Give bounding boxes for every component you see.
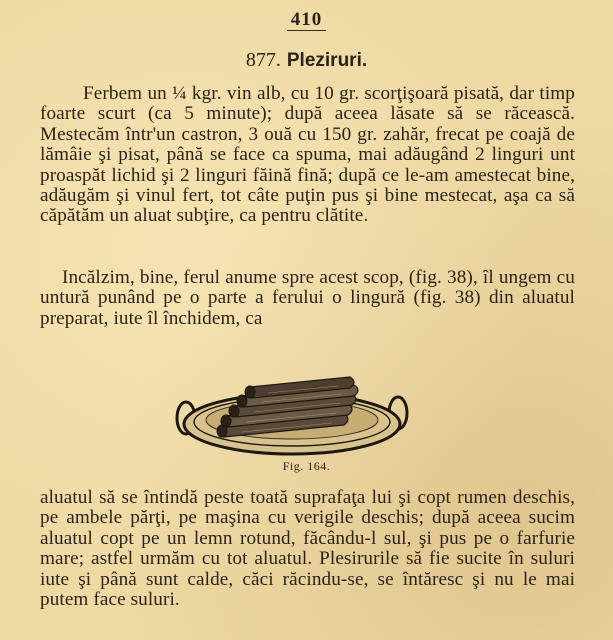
recipe-heading [0, 49, 613, 72]
recipe-number: 877. [245, 49, 281, 71]
rolled-wafers-on-platter-icon [172, 356, 412, 466]
page-number [0, 9, 613, 31]
paragraph-heating-iron: Incălzim, bine, ferul anume spre acest scop, (fig. 38), îl ungem cu untură punând pe o parte a ferului o lingură (fig. 38) din aluatul preparat, iute îl închidem, ca [40, 267, 575, 329]
figure-illustration [172, 356, 412, 466]
recipe-title: Pleziruri. [286, 50, 368, 71]
paragraph-ingredients: Ferbem un ¼ kgr. vin alb, cu 10 gr. scorţişoară pisată, dar timp foarte scurt (ca 5 minute); după aceea lăsate să se răcească. Mestecăm într'un castron, 3 ouă cu 150 gr. zahăr, frecat pe coajă de lămâie şi pisat, până se face ca spuma, mai adăugând 2 linguri unt proaspăt lichid şi 2 linguri făină fină; după ce le-am amestecat bine, adăugăm şi vinul fert, tot câte puţin pus şi bine mestecat, aşa ca să căpătăm un aluat subţire, ca pentru clătite. [40, 83, 575, 227]
figure-caption: Fig. 164. [282, 459, 331, 473]
page-number-text: 410 [287, 9, 327, 31]
paragraph-baking-rolling: aluatul să se întindă peste toată suprafaţa lui şi copt rumen deschis, pe ambele părţi, pe maşina cu verigile deschis; după aceea sucim aluatul copt pe un lemn rotund, făcându-l sul, şi pus pe o farfurie mare; astfel urmăm cu tot aluatul. Plesirurile să fie sucite în suluri iute şi până sunt calde, căci răcindu-se, se întăresc şi nu le mai putem face suluri. [40, 487, 575, 611]
